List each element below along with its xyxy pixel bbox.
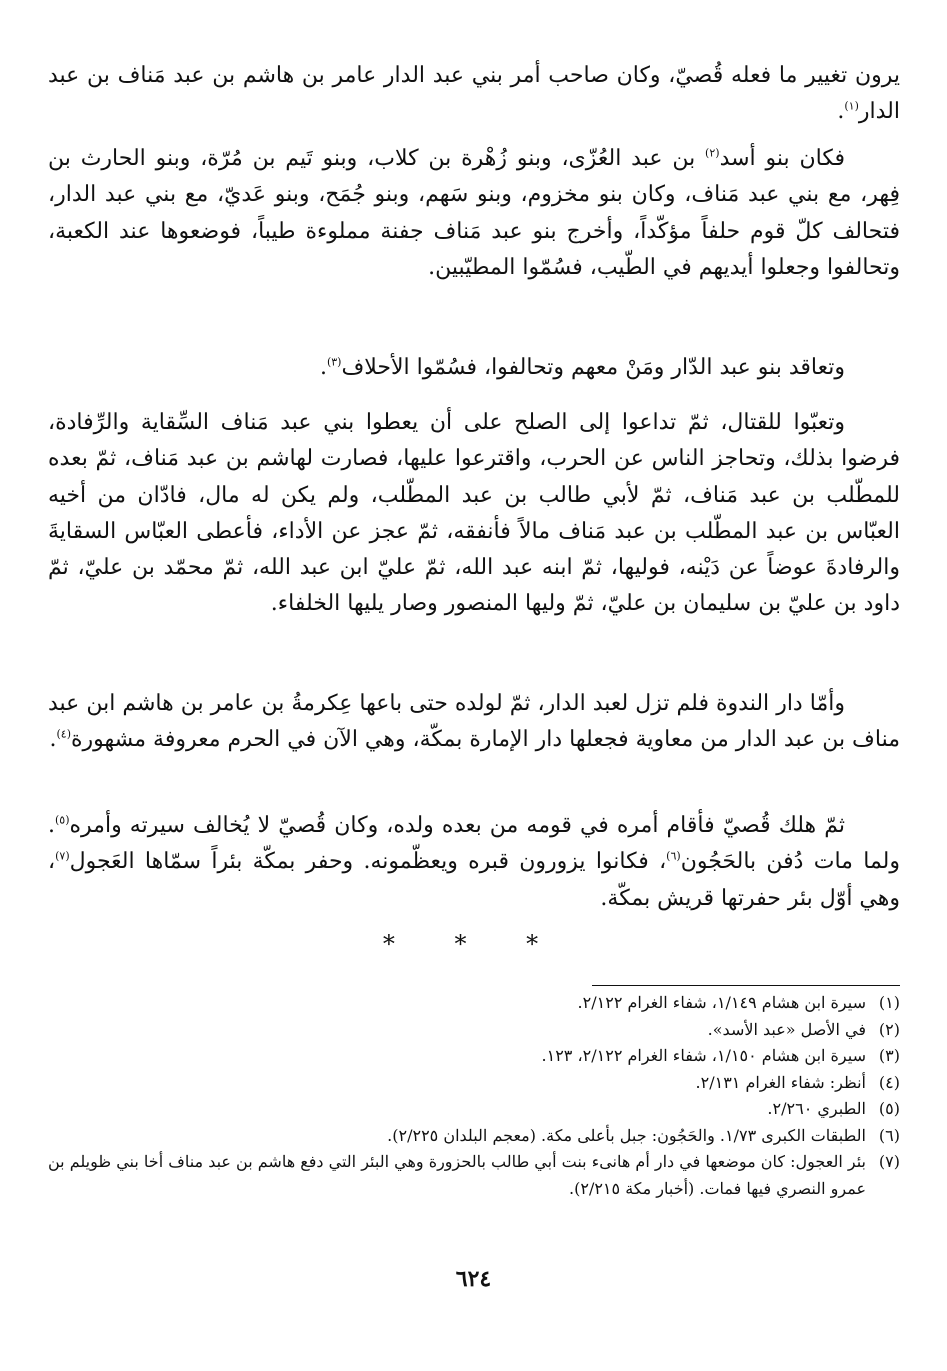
footnote-number: (١) xyxy=(878,993,900,1012)
paragraph-text: ثمّ هلك قُصيّ فأقام أمره في قومه من بعده ولده، وكان قُصيّ لا يُخالف سيرته وأمره xyxy=(69,813,845,838)
paragraph-text: بن عبد العُزّى، وبنو زُهْرة بن كلاب، وبنو تَيم بن مُرّة، وبنو الحارث بن فِهر، مع بني عبد مَناف، وكان بنو مخزوم، وبنو سَهم، وبنو جُمَح، وبنو عَديّ، مع بني عبد الدار، فتحالف كلّ قوم حلفاً مؤكّداً، وأخرج بنو عبد مَناف جفنة مملوءة طيباً، فوضعوها عند الكعبة، وتحالفوا وجعلوا أيديهم في الطّيب، فسُمّوا المطيّبين. xyxy=(48,146,900,280)
paragraph-text: . xyxy=(837,99,845,125)
paragraph-2 xyxy=(48,141,900,286)
footnote-number: (٥) xyxy=(878,1099,900,1118)
footnote-number: (٣) xyxy=(878,1046,900,1065)
footnote-marker: (٦) xyxy=(666,849,681,863)
footnote-number: (٦) xyxy=(878,1125,900,1145)
footnote-marker: (١) xyxy=(844,99,859,113)
section-separator: * * * xyxy=(382,930,565,958)
paragraph-text: . xyxy=(319,355,327,380)
paragraph-1 xyxy=(48,58,900,131)
footnote-number: (٤) xyxy=(878,1072,900,1092)
footnote-item xyxy=(48,1123,900,1150)
footnote-marker: (٢) xyxy=(705,146,720,160)
footnote-item xyxy=(48,1096,900,1123)
footnote-marker: (٥) xyxy=(55,813,70,827)
footnote-item xyxy=(48,1017,900,1044)
footnote-item xyxy=(48,1149,900,1202)
footnote-text: بئر العجول: كان موضعها في دار أم هانىء بنت أبي طالب بالحزورة وهي البئر التي دفع هاشم بن عبد مناف أخا بني ظويلم بن عمرو النصري فيها فمات. (أخبار مكة ٢/٢١٥). xyxy=(48,1152,867,1198)
footnote-marker: (٣) xyxy=(326,355,342,369)
paragraph-text: وأمّا دار الندوة فلم تزل لعبد الدار، ثمّ لولده حتى باعها عِكرمةُ بن عامر بن هاشم ابن عبد مناف بن عبد الدار من معاوية فجعلها دار الإمارة بمكّة، وهي الآن في الحرم معروفة مشهورة xyxy=(48,691,900,753)
paragraph-4 xyxy=(48,405,900,623)
paragraph-text: وتعاقد بنو عبد الدّار ومَنْ معهم وتحالفوا، فسُمّوا الأحلاف xyxy=(341,355,845,380)
footnote-text: سيرة ابن هشام ١/١٥٠، شفاء الغرام ٢/١٢٢، ١٢٣. xyxy=(541,1046,866,1065)
footnote-number: (٢) xyxy=(878,1019,900,1039)
footnote-text: الطبقات الكبرى ١/٧٣. والحَجُون: جبل بأعلى مكة. (معجم البلدان ٢/٢٢٥). xyxy=(387,1125,866,1145)
footnote-divider xyxy=(592,985,900,986)
paragraph-text: ، وهي أوّل بئر حفرتها قريش بمكّة. xyxy=(48,849,900,911)
footnote-item xyxy=(48,990,900,1017)
paragraph-text: ، فكانوا يزورون قبره ويعظّمونه. وحفر بمكّة بئراً سمّاها العَجول xyxy=(69,849,667,875)
paragraph-text: يرون تغيير ما فعله قُصيّ، وكان صاحب أمر بني عبد الدار عامر بن هاشم بن عبد مَناف بن عبد الدار xyxy=(48,63,900,125)
page-number: ٦٢٤ xyxy=(455,1266,492,1292)
paragraph-3 xyxy=(48,350,900,386)
footnote-item xyxy=(48,1043,900,1070)
paragraph-5 xyxy=(48,686,900,759)
paragraph-text: . ولما مات دُفن بالحَجُون xyxy=(48,813,900,875)
footnote-text: في الأصل «عبد الأسد». xyxy=(707,1019,866,1039)
paragraph-text: وتعبّوا للقتال، ثمّ تداعوا إلى الصلح على أن يعطوا بني عبد مَناف السِّقاية والرِّفادة، فرضوا بذلك، وتحاجز الناس عن الحرب، واقترعوا عليها، فصارت لهاشم بن عبد مَناف، ثمّ بعده للمطّلب بن عبد مَناف، ثمّ لأبي طالب بن عبد المطّلب، ولم يكن له مال، فادّان من أخيه العبّاس بن عبد المطّلب بن عبد مَناف مالاً فأنفقه، ثمّ عجز عن الأداء، فأعطى العبّاس السقايةَ والرفادةَ عوضاً عن دَيْنه، فوليها، ثمّ ابنه عبد الله، ثمّ عليّ ابن عبد الله، ثمّ محمّد بن عليّ، ثمّ داود بن عليّ بن سليمان بن عليّ، ثمّ وليها المنصور وصار يليها الخلفاء. xyxy=(48,410,900,617)
paragraph-text: . xyxy=(49,727,57,753)
footnote-text: الطبري ٢/٢٦٠. xyxy=(767,1099,866,1118)
footnote-text: أنظر: شفاء الغرام ٢/١٣١. xyxy=(695,1072,866,1092)
footnotes-list xyxy=(48,990,900,1202)
paragraph-6 xyxy=(48,808,900,917)
footnote-marker: (٤) xyxy=(56,727,71,741)
footnote-item xyxy=(48,1070,900,1097)
footnote-marker: (٧) xyxy=(55,849,70,863)
footnote-text: سيرة ابن هشام ١/١٤٩، شفاء الغرام ٢/١٢٢. xyxy=(577,993,866,1012)
footnote-number: (٧) xyxy=(878,1152,900,1171)
paragraph-text: فكان بنو أسد xyxy=(719,146,845,171)
